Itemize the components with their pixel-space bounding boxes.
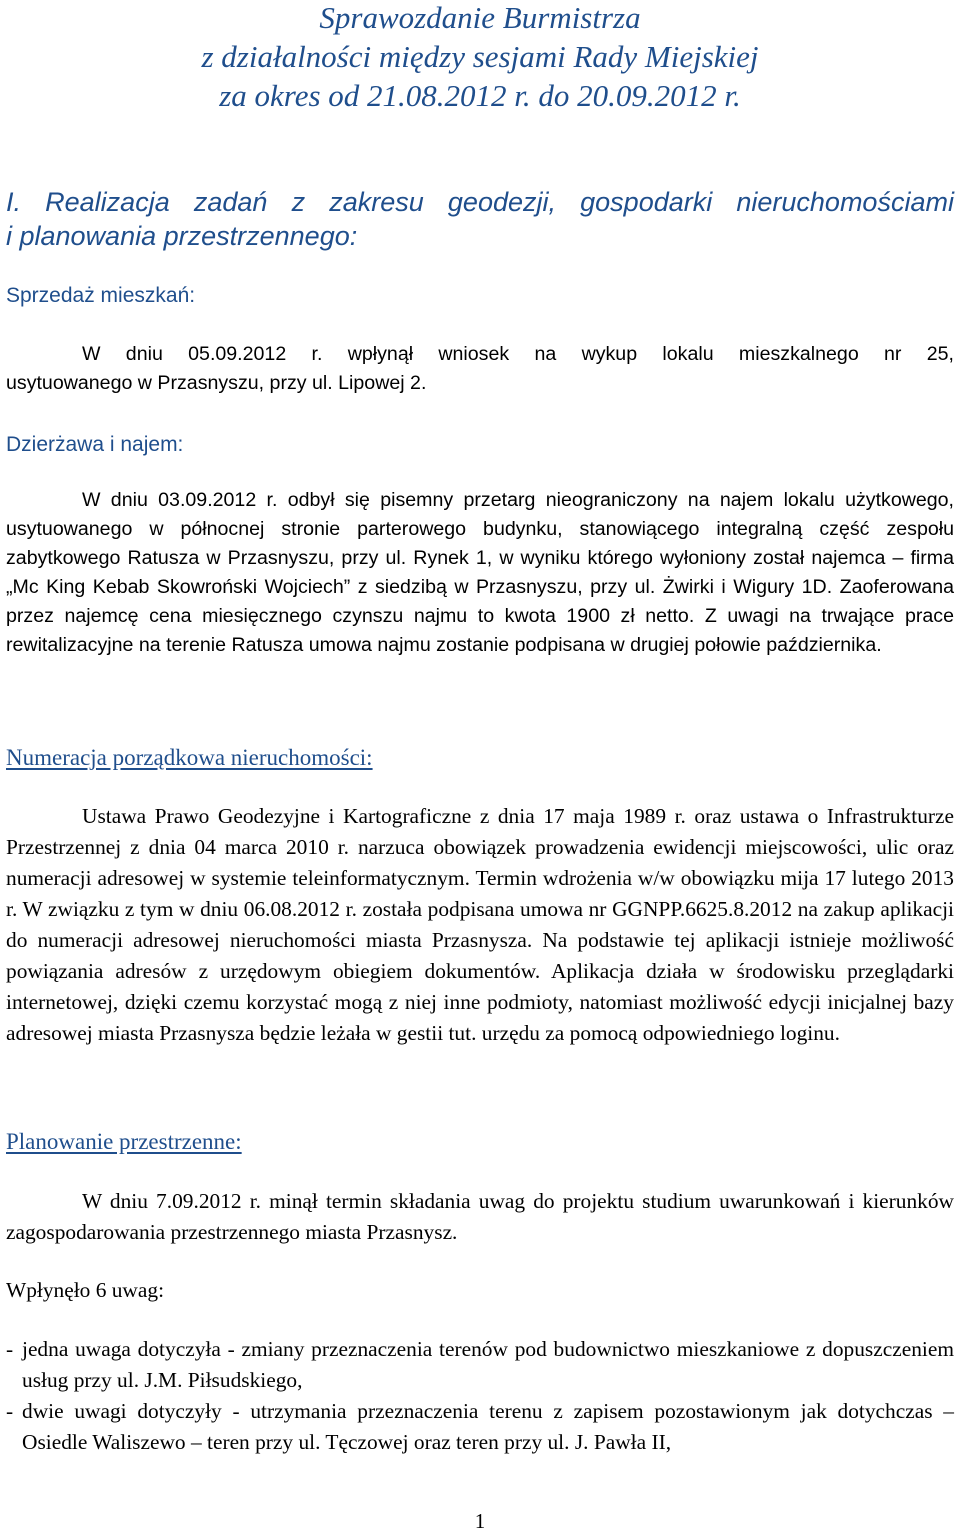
numeracja-paragraph [6, 801, 954, 1049]
section-1-heading [6, 185, 954, 253]
sprzedaz-paragraph [6, 340, 954, 398]
sprzedaz-line-1 [6, 340, 954, 369]
sprzedaz-heading: Sprzedaż mieszkań: [6, 284, 196, 307]
section-1-word: z [291, 187, 306, 217]
section-1-word: gospodarki [580, 187, 713, 217]
title-line-2: z działalności między sesjami Rady Miejskiej [201, 39, 759, 74]
dzierzawa-heading: Dzierżawa i najem: [6, 433, 184, 456]
document-title [0, 0, 960, 115]
list-item-text: jedna uwaga dotyczyła - zmiany przeznaczenia terenów pod budownictwo mieszkaniowe z dopuszczeniem usług przy ul. J.M. Piłsudskiego, [22, 1337, 954, 1392]
list-item-text: dwie uwagi dotyczyły - utrzymania przeznaczenia terenu z zapisem pozostawionym jak dotychczas – Osiedle Waliszewo – teren przy ul. Tęczowej oraz teren przy ul. J. Pawła II, [22, 1399, 954, 1454]
sprzedaz-line-1-text: W dniu 05.09.2012 r. wpłynął wniosek na wykup lokalu mieszkalnego nr 25, [82, 343, 954, 365]
numeracja-heading: Numeracja porządkowa nieruchomości: [6, 745, 373, 770]
sprzedaz-line-2: usytuowanego w Przasnyszu, przy ul. Lipowej 2. [6, 372, 427, 394]
list-item [6, 1396, 954, 1458]
section-1-number: I. [6, 187, 22, 217]
section-1-word: geodezji, [447, 187, 556, 217]
list-bullet: - [6, 1337, 14, 1361]
section-1-word: Realizacja [45, 187, 170, 217]
title-line-3: za okres od 21.08.2012 r. do 20.09.2012 r. [219, 78, 741, 113]
section-1-word: zakresu [329, 187, 424, 217]
section-1-word: zadań [193, 187, 268, 217]
planowanie-paragraph [6, 1186, 954, 1248]
title-line-1: Sprawozdanie Burmistrza [319, 0, 641, 35]
dzierzawa-paragraph [6, 486, 954, 660]
numeracja-text: Ustawa Prawo Geodezyjne i Kartograficzne z dnia 17 maja 1989 r. oraz ustawa o Infrastrukturze Przestrzennej z dnia 04 marca 2010 r. narzuca obowiązek prowadzenia ewidencji miejscowości, ulic oraz numeracji adresowej w systemie teleinformatycznym. Termin wdrożenia w/w obowiązku mija 17 lutego 2013 r. W związku z tym w dniu 06.08.2012 r. została podpisana umowa nr GGNPP.6625.8.2012 na zakup aplikacji do numeracji adresowej nieruchomości miasta Przasnysza. Na podstawie tej aplikacji istnieje możliwość powiązania adresów z urzędowym obiegiem dokumentów. Aplikacja działa w środowisku przeglądarki internetowej, dzięki czemu korzystać mogą z niej inne podmioty, natomiast możliwość edycji inicjalnej bazy adresowej miasta Przasnysza będzie leżała w gestii tut. urzędu za pomocą odpowiedniego loginu. [6, 804, 954, 1045]
uwagi-list [6, 1334, 954, 1458]
planowanie-text: W dniu 7.09.2012 r. minął termin składania uwag do projektu studium uwarunkowań i kierunków zagospodarowania przestrzennego miasta Przasnysz. [6, 1189, 954, 1244]
section-1-word: nieruchomościami [736, 187, 954, 217]
list-item [6, 1334, 954, 1396]
dzierzawa-text: W dniu 03.09.2012 r. odbył się pisemny przetarg nieograniczony na najem lokalu użytkowego, usytuowanego w północnej stronie parterowego budynku, stanowiącego integralną część zespołu zabytkowego Ratusza w Przasnyszu, przy ul. Rynek 1, w wyniku którego wyłoniony został najemca – firma „Mc King Kebab Skowroński Wojciech” z siedzibą w Przasnyszu, przy ul. Żwirki i Wigury 1D. Zaoferowana przez najemcę cena miesięcznego czynszu najmu to kwota 1900 zł netto. Z uwagi na trwające prace rewitalizacyjne na terenie Ratusza umowa najmu zostanie podpisana w drugiej połowie października. [6, 489, 954, 656]
planowanie-heading: Planowanie przestrzenne: [6, 1129, 242, 1154]
uwagi-intro: Wpłynęło 6 uwag: [6, 1278, 165, 1302]
section-1-heading-line-2: i planowania przestrzennego: [6, 221, 358, 251]
page-number: 1 [474, 1509, 486, 1533]
list-bullet: - [6, 1399, 14, 1423]
